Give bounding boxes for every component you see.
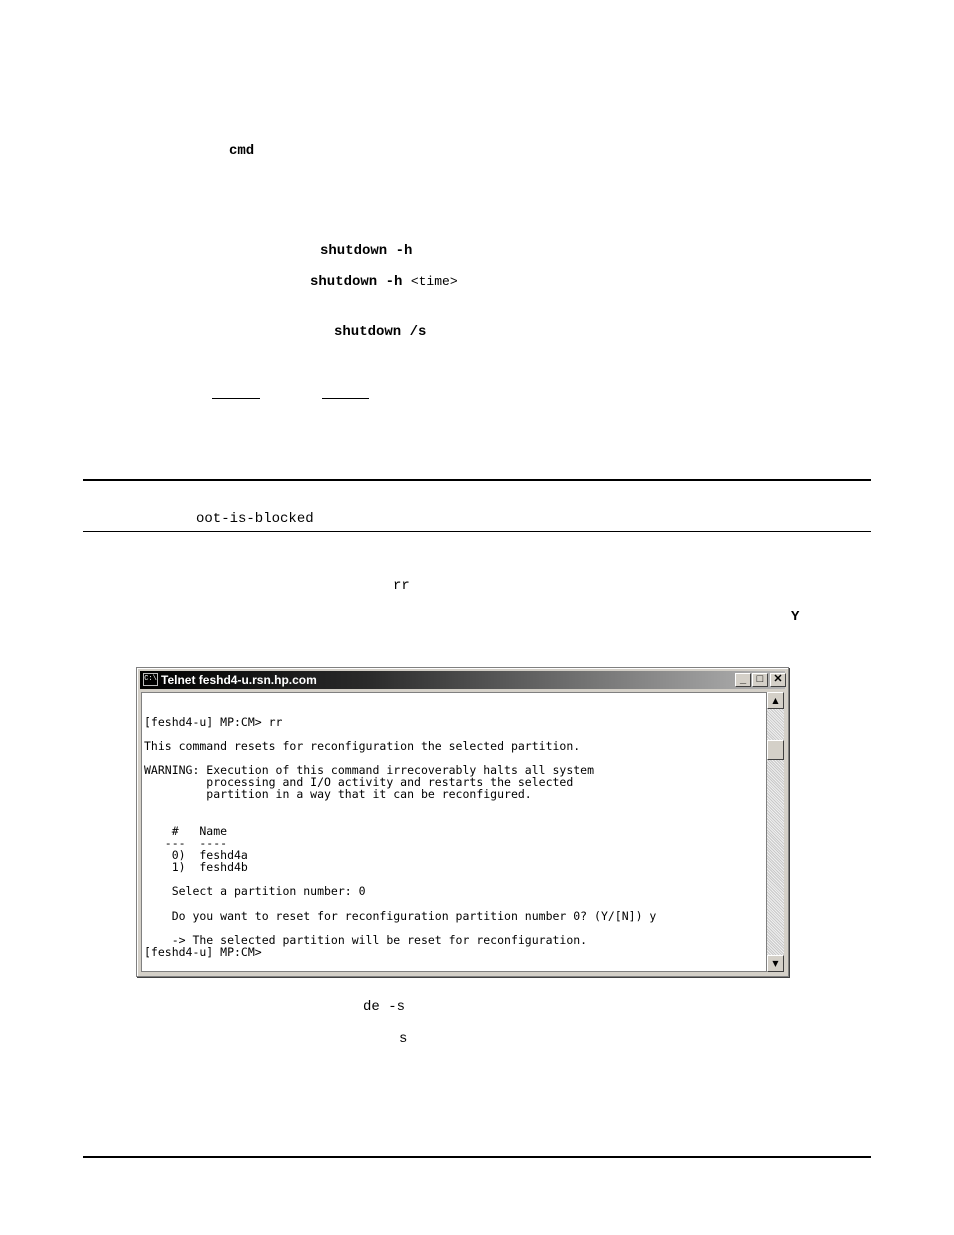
cmd-command: cmd — [229, 143, 255, 159]
shutdown-s-command: shutdown /s — [334, 324, 427, 340]
s-command: s — [399, 1031, 408, 1047]
console-line: WARNING: Execution of this command irrecoverably halts all system — [144, 763, 595, 777]
time-argument: <time> — [410, 274, 458, 289]
console-icon: C:\ — [143, 673, 158, 686]
shutdown-h-time-line — [310, 274, 458, 290]
console-line: -> The selected partition will be reset for reconfiguration. — [144, 933, 588, 947]
note-bottom-rule — [83, 531, 871, 532]
y-key: Y — [791, 609, 800, 625]
console-line: --- ---- — [144, 836, 228, 850]
underline-2 — [322, 398, 369, 399]
telnet-window — [136, 667, 789, 977]
console-line: processing and I/O activity and restarts the selected — [144, 775, 574, 789]
scroll-up-icon[interactable]: ▲ — [767, 692, 784, 709]
console-line: Select a partition number: 0 — [144, 884, 366, 898]
scroll-thumb[interactable] — [767, 740, 784, 760]
shutdown-h-command: shutdown -h — [320, 243, 413, 259]
telnet-title: Telnet feshd4-u.rsn.hp.com — [161, 673, 317, 687]
minimize-button[interactable]: _ — [735, 673, 751, 687]
console-line: Do you want to reset for reconfiguration partition number 0? (Y/[N]) y — [144, 909, 657, 923]
console-line: 1) feshd4b — [144, 860, 248, 874]
close-button[interactable]: ✕ — [770, 673, 786, 687]
console-line: [feshd4-u] MP:CM> rr — [144, 715, 283, 729]
de-s-command: de -s — [363, 999, 406, 1015]
footer-rule — [83, 1156, 871, 1158]
shutdown-h-time-command: shutdown -h — [310, 274, 403, 290]
vertical-scrollbar[interactable] — [767, 692, 784, 972]
console-output[interactable] — [141, 692, 767, 972]
console-line: 0) feshd4a — [144, 848, 248, 862]
console-prompt: [feshd4-u] MP:CM> — [144, 945, 262, 959]
note-top-rule — [83, 479, 871, 481]
console-line: # Name — [144, 824, 228, 838]
boot-blocked-text: oot-is-blocked — [196, 511, 314, 527]
console-line: This command resets for reconfiguration the selected partition. — [144, 739, 581, 753]
scroll-down-icon[interactable]: ▼ — [767, 955, 784, 972]
underline-1 — [212, 398, 260, 399]
rr-command: rr — [393, 578, 410, 594]
telnet-title-bar — [140, 671, 785, 689]
console-line: partition in a way that it can be reconfigured. — [144, 787, 532, 801]
maximize-button[interactable]: □ — [752, 673, 768, 687]
